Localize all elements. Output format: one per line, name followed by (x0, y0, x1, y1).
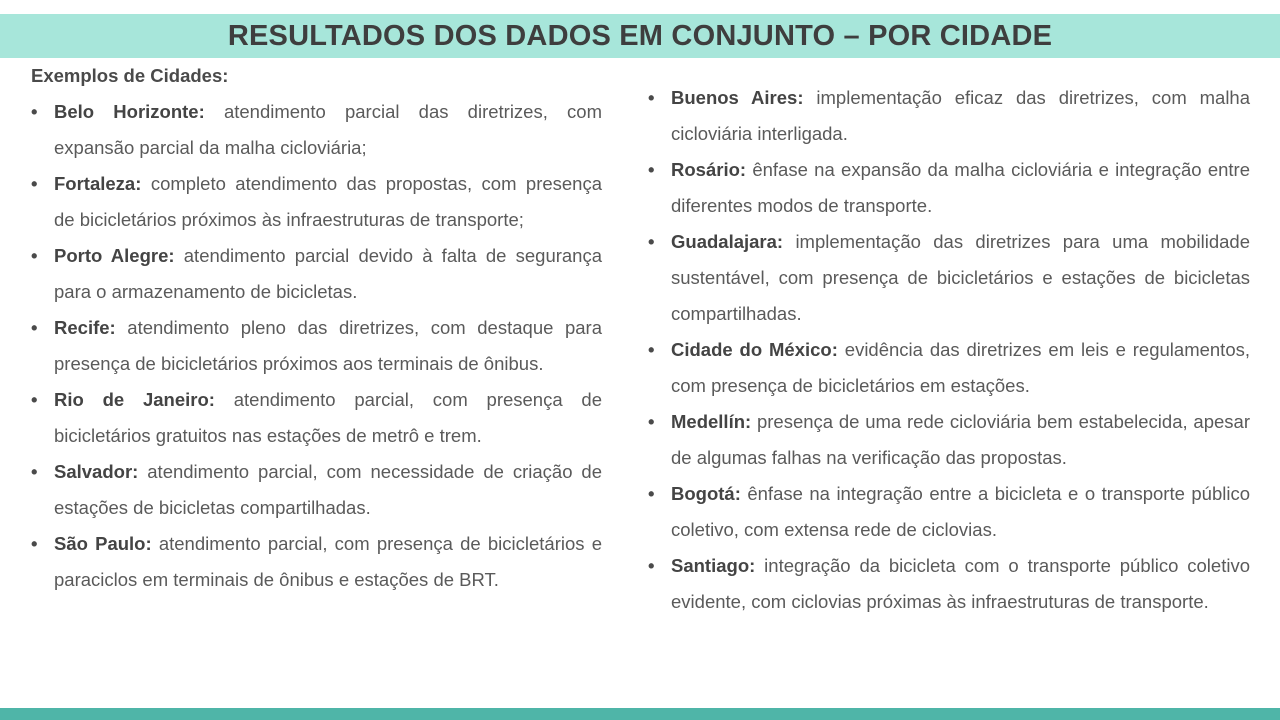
city-name: Cidade do México: (671, 339, 838, 360)
city-name: Bogotá: (671, 483, 741, 504)
bottom-bar (0, 708, 1280, 720)
list-item (648, 548, 1250, 620)
list-item (31, 94, 602, 166)
bullet-icon: • (31, 317, 38, 338)
list-item (31, 238, 602, 310)
city-description: ênfase na expansão da malha cicloviária e integração entre diferentes modos de transporte. (671, 159, 1251, 216)
list-item (31, 166, 602, 238)
city-description: ênfase na integração entre a bicicleta e o transporte público coletivo, com extensa rede de ciclovias. (671, 483, 1250, 540)
list-item (648, 476, 1250, 548)
list-item (648, 152, 1250, 224)
city-name: Guadalajara: (671, 231, 784, 252)
city-description: evidência das diretrizes em leis e regulamentos, com presença de bicicletários em estações. (671, 339, 1251, 396)
list-item (648, 80, 1250, 152)
city-description: atendimento parcial devido à falta de segurança para o armazenamento de bicicletas. (54, 245, 603, 302)
title-bar (0, 14, 1280, 58)
page-title: RESULTADOS DOS DADOS EM CONJUNTO – POR CIDADE (227, 19, 1053, 52)
city-description: implementação eficaz das diretrizes, com malha cicloviária interligada. (671, 87, 1251, 144)
list-item (648, 404, 1250, 476)
city-description: atendimento pleno das diretrizes, com destaque para presença de bicicletários próximos aos terminais de ônibus. (54, 317, 603, 374)
bullet-icon: • (31, 389, 38, 410)
city-description: presença de uma rede cicloviária bem estabelecida, apesar de algumas falhas na verificação das propostas. (671, 411, 1250, 468)
left-city-list (31, 94, 602, 598)
right-column (648, 80, 1250, 620)
bullet-icon: • (648, 231, 655, 252)
bullet-icon: • (31, 533, 38, 554)
city-name: Recife: (54, 317, 116, 338)
city-description: atendimento parcial, com presença de bicicletários e paraciclos em terminais de ônibus e estações de BRT. (54, 533, 602, 590)
city-name: Rio de Janeiro: (54, 389, 215, 410)
list-item (31, 454, 602, 526)
city-description: atendimento parcial, com presença de bicicletários gratuitos nas estações de metrô e trem. (54, 389, 603, 446)
city-description: completo atendimento das propostas, com presença de bicicletários próximos às infraestruturas de transporte; (54, 173, 603, 230)
city-name: São Paulo: (54, 533, 152, 554)
bullet-icon: • (648, 411, 655, 432)
list-item (648, 332, 1250, 404)
city-description: implementação das diretrizes para uma mobilidade sustentável, com presença de bicicletários e estações de bicicletas compartilhadas. (671, 231, 1250, 324)
city-description: atendimento parcial, com necessidade de criação de estações de bicicletas compartilhadas. (54, 461, 602, 518)
city-name: Salvador: (54, 461, 139, 482)
bullet-icon: • (31, 245, 38, 266)
bullet-icon: • (31, 461, 38, 482)
city-description: integração da bicicleta com o transporte público coletivo evidente, com ciclovias próximas às infraestruturas de transporte. (671, 555, 1250, 612)
list-item (31, 310, 602, 382)
city-description: atendimento parcial das diretrizes, com expansão parcial da malha cicloviária; (54, 101, 602, 158)
bullet-icon: • (31, 101, 38, 122)
city-name: Fortaleza: (54, 173, 142, 194)
bullet-icon: • (648, 339, 655, 360)
city-name: Santiago: (671, 555, 756, 576)
bullet-icon: • (648, 87, 655, 108)
list-item (31, 526, 602, 598)
intro-heading: Exemplos de Cidades: (31, 65, 229, 86)
bullet-icon: • (648, 483, 655, 504)
city-name: Medellín: (671, 411, 752, 432)
city-name: Belo Horizonte: (54, 101, 205, 122)
right-city-list (648, 80, 1250, 620)
city-name: Buenos Aires: (671, 87, 804, 108)
left-column (31, 58, 602, 598)
city-name: Rosário: (671, 159, 747, 180)
bullet-icon: • (648, 159, 655, 180)
list-item (648, 224, 1250, 332)
bullet-icon: • (31, 173, 38, 194)
bullet-icon: • (648, 555, 655, 576)
city-name: Porto Alegre: (54, 245, 175, 266)
list-item (31, 382, 602, 454)
